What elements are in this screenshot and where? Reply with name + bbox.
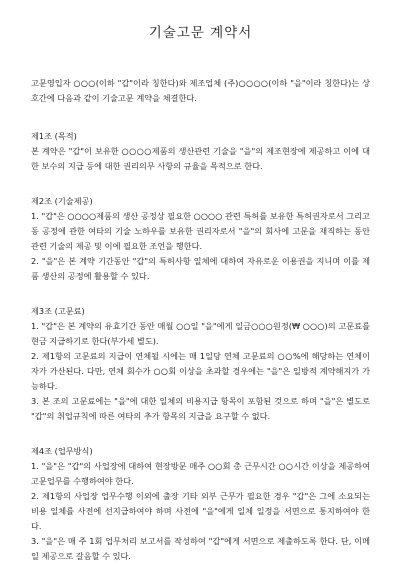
article-paragraph: 2. "을"은 본 계약 기간동안 "갑"의 특허사항 일체에 대하여 자유로운 이용권을 지니며 이를 제품 생산의 공정에 활용할 수 있다. — [31, 256, 370, 281]
article-heading: 제3조 (고문료) — [31, 306, 85, 316]
article-1 — [31, 129, 370, 174]
article-paragraph: 1. "갑"은 본 계약의 유효기간 동안 매월 ○○일 "을"에게 일금○○○원정(₩ ○○○)의 고문료를 현금 지급하기로 한다(부가세 별도). — [31, 321, 370, 346]
article-paragraph: 본 계약은 "갑"이 보유한 ○○○○제품의 생산관련 기술을 "을"의 제조현장에 제공하고 이에 대한 보수의 지급 등에 대한 권리의무 사항의 규율을 목적으로 한다. — [31, 146, 370, 171]
article-heading: 제2조 (기술제공) — [31, 196, 93, 206]
article-paragraph: 1. "을"은 "갑"의 사업장에 대하여 현장방문 매주 ○○회 총 근무시간 ○○시간 이상을 제공하여 고문업무를 수행하여야 한다. — [31, 461, 370, 486]
article-paragraph: 3. 본 조의 고문료에는 "을"에 대한 일체의 비용지급 항목이 포함된 것으로 하며 "을"은 별도로 "갑"의 취업규칙에 따른 여타의 추가 항목의 지급을 요구할 수 없다. — [31, 396, 370, 421]
document-title: 기술고문 계약서 — [148, 25, 253, 41]
article-paragraph: 1. "갑"은 ○○○○제품의 생산 공정상 필요한 ○○○○ 관련 특허를 보유한 특허권자로서 그리고 동 공정에 관한 여타의 기술 노하우를 보유한 권리자로서 "을"의 회사에 고문을 재직하는 동안 관련 기술의 제공 및 이에 필요한 조언을 행한다. — [31, 211, 370, 251]
article-heading: 제4조 (업무방식) — [31, 446, 93, 456]
article-3 — [31, 304, 370, 424]
intro-paragraph: 고문영입자 ○○○(이하 "갑"이라 칭한다)와 제조업체 (주)○○○○(이하 "을"이라 칭한다)는 상호간에 다음과 같이 기술고문 계약을 체결한다. — [31, 78, 370, 103]
article-2 — [31, 194, 370, 284]
article-4 — [31, 444, 370, 564]
article-paragraph: 2. 제1항의 사업장 업무수행 이외에 출장 기타 외부 근무가 필요한 경우 "갑"은 그에 소요되는 비용 일체를 사전에 선지급하여야 하며 사전에 "을"에게 일체 일정을 서면으로 통지하여야 한다. — [31, 491, 370, 531]
article-paragraph: 2. 제1항의 고문료의 지급이 연체될 시에는 매 1일당 연체 고문료의 ○○%에 해당하는 연체이자가 가산된다. 다만, 연체 회수가 ○○회 이상을 초과할 경우에는 "을"은 일방적 계약해지가 가능하다. — [31, 351, 370, 391]
article-heading: 제1조 (목적) — [31, 131, 77, 141]
article-paragraph: 3. "을"은 매 주 1회 업무처리 보고서를 작성하여 "갑"에게 서면으로 제출하도록 한다. 단, 이메일 제공으로 갈음할 수 있다. — [31, 536, 370, 561]
